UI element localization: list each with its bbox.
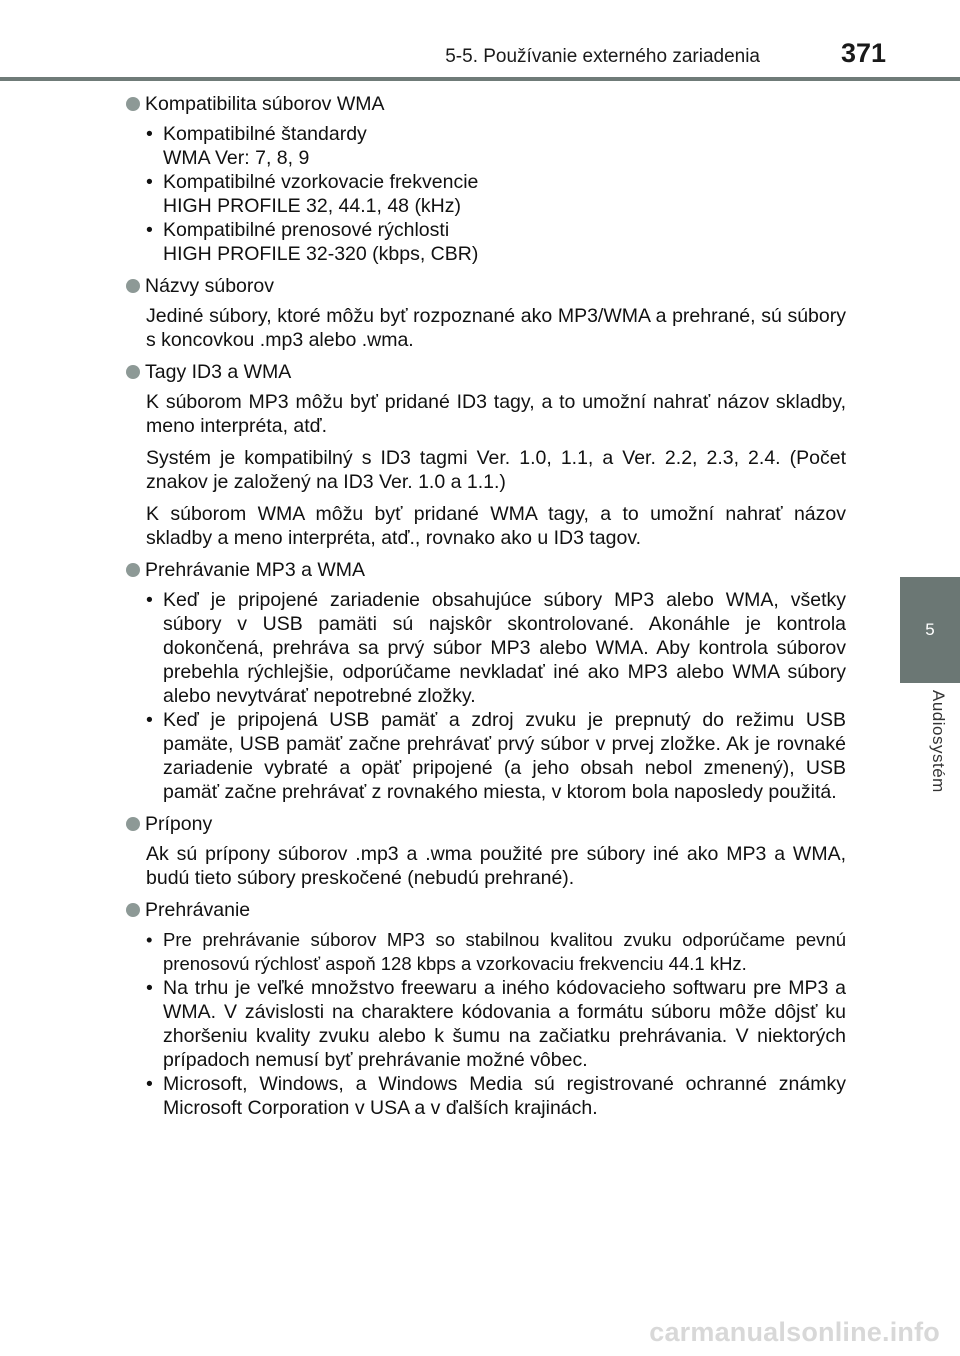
list-item-text: Kompatibilné prenosové rýchlosti <box>163 219 450 241</box>
bullet-dot-icon <box>126 97 140 111</box>
paragraph: Systém je kompatibilný s ID3 tagmi Ver. 1.0, 1.1, a Ver. 2.2, 2.3, 2.4. (Počet znakov je založený na ID3 Ver. 1.0 a 1.1.) <box>146 447 846 493</box>
bullet-list <box>146 122 846 266</box>
section-title: Prehrávanie MP3 a WMA <box>145 559 365 581</box>
bullet-list <box>146 928 846 1120</box>
list-item-subtext: WMA Ver: 7, 8, 9 <box>163 147 310 169</box>
chapter-tab <box>900 577 960 683</box>
bullet-dot-icon <box>126 563 140 577</box>
section-title: Názvy súborov <box>145 275 274 297</box>
list-item: • Na trhu je veľké množstvo freewaru a iného kódovacieho softwaru pre MP3 a WMA. V závislosti na charaktere kódovania a formátu súboru môže dôjsť ku zhoršeniu kvality zvuku alebo k šumu na začiatku prehrávania. V niektorých prípadoch nemusí byť prehrávanie možné vôbec. <box>146 976 846 1072</box>
section-mp3-wma-playback <box>126 558 846 804</box>
section-heading <box>126 558 846 582</box>
paragraph: Ak sú prípony súborov .mp3 a .wma použité pre súbory iné ako MP3 a WMA, budú tieto súbory preskočené (nebudú prehrané). <box>146 843 846 889</box>
list-item: • Keď je pripojená USB pamäť a zdroj zvuku je prepnutý do režimu USB pamäte, USB pamäť začne prehrávať prvý súbor v prvej zložke. Ak je rovnaké zariadenie vybraté a opäť pripojené (a jeho obsah nebol zmenený), USB pamäť začne prehrávať z rovnakého miesta, v ktorom bola naposledy použitá. <box>146 708 846 804</box>
bullet-dot-icon <box>126 817 140 831</box>
list-item-subtext: HIGH PROFILE 32, 44.1, 48 (kHz) <box>163 195 462 217</box>
section-wma-compat <box>126 92 846 266</box>
bullet-dot-icon <box>126 365 140 379</box>
section-title: Kompatibilita súborov WMA <box>145 93 385 115</box>
watermark: carmanualsonline.info <box>649 1317 940 1347</box>
list-item <box>146 218 846 266</box>
paragraph: K súborom WMA môžu byť pridané WMA tagy, a to umožní nahrať názov skladby a meno interpréta, atď., rovnako ako u ID3 tagov. <box>146 503 846 549</box>
section-title: Tagy ID3 a WMA <box>145 361 292 383</box>
section-title: Prípony <box>145 813 213 835</box>
section-heading <box>126 898 846 922</box>
section-heading <box>126 274 846 298</box>
list-item: • Microsoft, Windows, a Windows Media sú registrované ochranné známky Microsoft Corporation v USA a v ďalších krajinách. <box>146 1072 846 1120</box>
list-item <box>146 122 846 170</box>
page-content <box>126 92 846 1128</box>
running-header-title: 5-5. Používanie externého zariadenia <box>445 46 760 67</box>
section-playback <box>126 898 846 1120</box>
paragraph: K súborom MP3 môžu byť pridané ID3 tagy, a to umožní nahrať názov skladby, meno interpréta, atď. <box>146 391 846 437</box>
header-rule <box>0 77 960 81</box>
section-heading <box>126 812 846 836</box>
section-file-names <box>126 274 846 352</box>
paragraph: Jediné súbory, ktoré môžu byť rozpoznané ako MP3/WMA a prehrané, sú súbory s koncovkou .mp3 alebo .wma. <box>146 305 846 351</box>
section-extensions <box>126 812 846 890</box>
list-item: • Pre prehrávanie súborov MP3 so stabilnou kvalitou zvuku odporúčame pevnú prenosovú rýchlosť aspoň 128 kbps a vzorkovaciu frekvenciu 44.1 kHz. <box>146 928 846 976</box>
page-number: 371 <box>840 38 886 68</box>
section-heading <box>126 92 846 116</box>
chapter-number: 5 <box>925 620 935 639</box>
chapter-label: Audiosystém <box>929 690 948 793</box>
bullet-dot-icon <box>126 903 140 917</box>
list-item-text: Kompatibilné štandardy <box>163 123 367 145</box>
section-id3-wma-tags <box>126 360 846 550</box>
list-item <box>146 170 846 218</box>
bullet-list <box>146 588 846 804</box>
list-item: • Keď je pripojené zariadenie obsahujúce súbory MP3 alebo WMA, všetky súbory v USB pamäti sú najskôr skontrolované. Akonáhle je kontrola dokončená, prehráva sa prvý súbor MP3 alebo WMA. Aby kontrola súborov prebehla rýchlejšie, odporúčame nevkladať iné ako MP3 alebo WMA súbory alebo nevytvárať nepotrebné zložky. <box>146 588 846 708</box>
bullet-dot-icon <box>126 279 140 293</box>
section-heading <box>126 360 846 384</box>
list-item-subtext: HIGH PROFILE 32-320 (kbps, CBR) <box>163 243 479 265</box>
section-title: Prehrávanie <box>145 899 251 921</box>
list-item-text: Kompatibilné vzorkovacie frekvencie <box>163 171 479 193</box>
